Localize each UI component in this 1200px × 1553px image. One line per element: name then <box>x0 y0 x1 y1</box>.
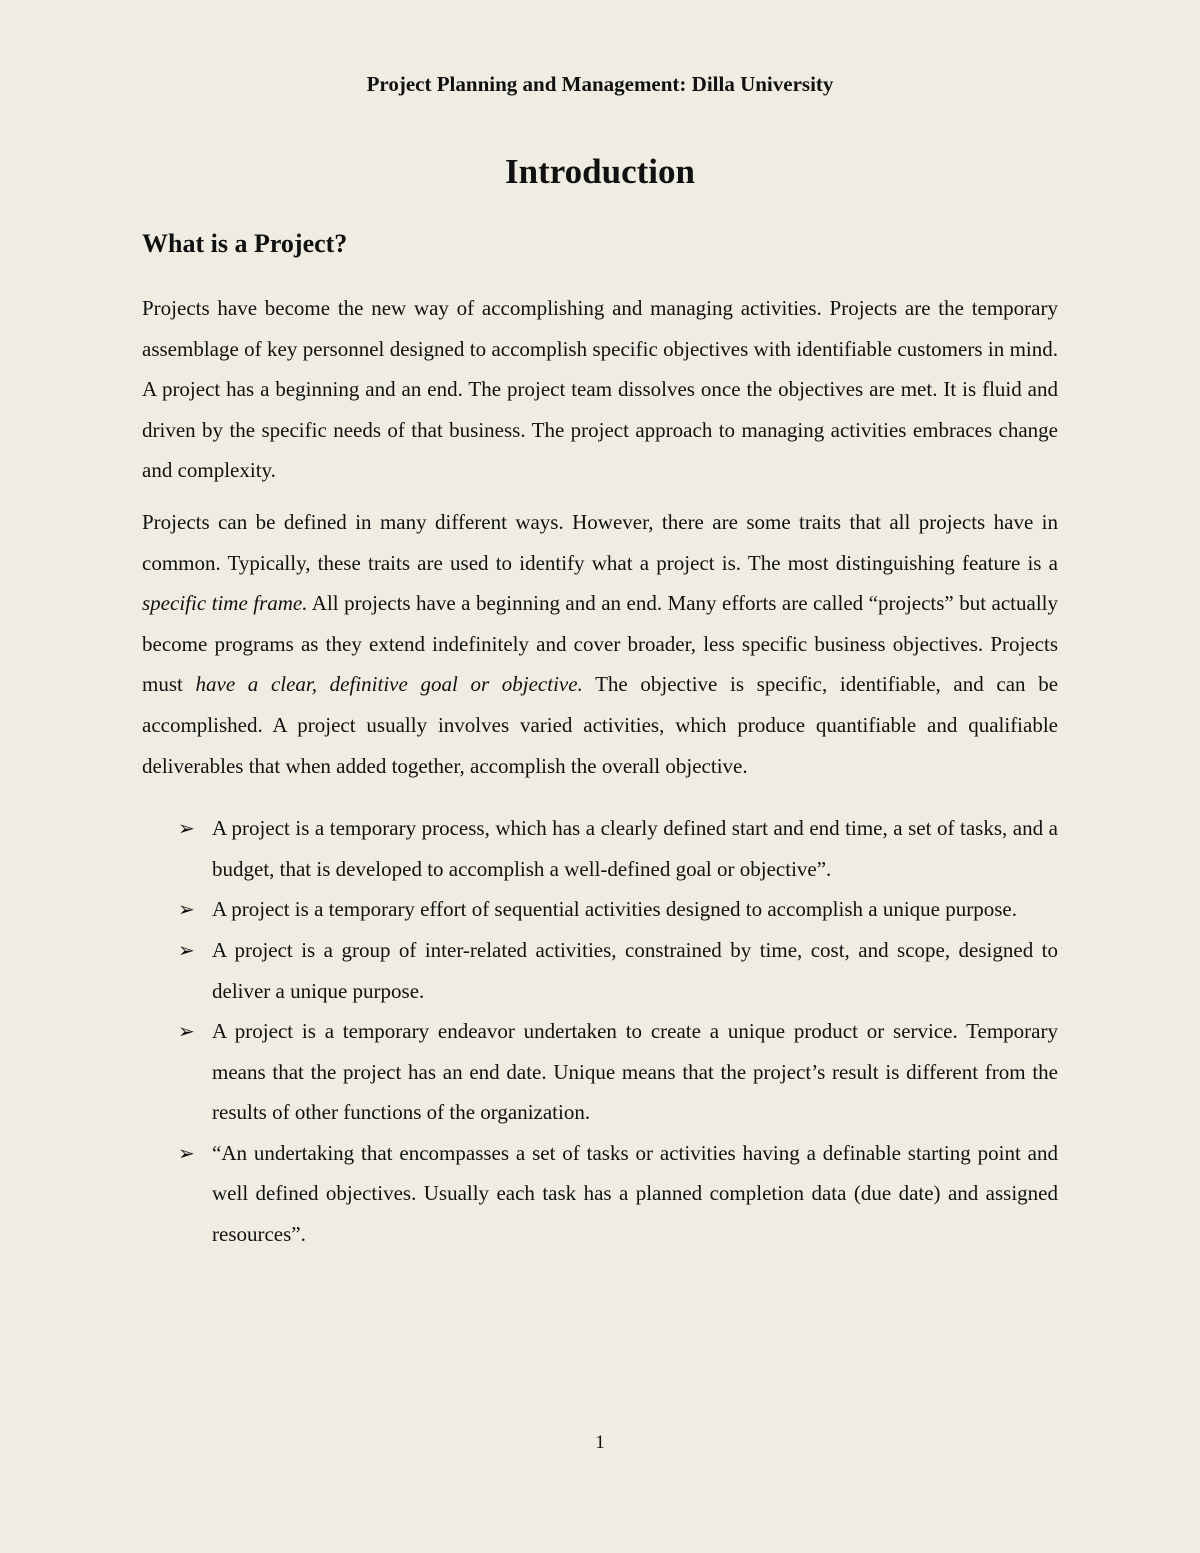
arrow-bullet-icon: ➢ <box>178 816 195 841</box>
list-item-text: A project is a group of inter-related activities, constrained by time, cost, and scope, designed to deliver a unique purpose. <box>212 937 1058 1003</box>
arrow-bullet-icon: ➢ <box>178 1019 195 1044</box>
paragraph-text: The objective is specific, identifiable, and can be accomplished. A project usually involves varied activities, which produce quantifiable and qualifiable deliverables that when added together, accomplish the overall objective. <box>142 672 1059 778</box>
paragraph-text: Projects can be defined in many different ways. However, there are some traits that all projects have in common. Typically, these traits are used to identify what a project is. The most distinguishing feature is a <box>142 509 1058 575</box>
list-item-text: A project is a temporary process, which has a clearly defined start and end time, a set of tasks, and a budget, that is developed to accomplish a well-defined goal or objective”. <box>212 816 1058 881</box>
document-body <box>142 226 1058 1255</box>
arrow-bullet-icon: ➢ <box>178 1140 195 1165</box>
emphasis-time-frame: specific time frame. <box>142 591 308 616</box>
list-item <box>142 1011 1058 1133</box>
list-item <box>142 1133 1058 1255</box>
paragraph-definition <box>142 502 1058 786</box>
list-item-text: “An undertaking that encompasses a set of tasks or activities having a definable starting point and well defined objectives. Usually each task has a planned completion data (due date) and assigned resources”. <box>212 1140 1058 1247</box>
definition-list <box>142 808 1058 1255</box>
section-heading: What is a Project? <box>142 229 348 258</box>
paragraph-text: All projects have a beginning and an end. Many efforts are called “projects” but actually become programs as they extend indefinitely and cover broader, less specific business objectives. Projects must <box>142 591 1058 697</box>
list-item <box>142 808 1058 889</box>
list-item-text: A project is a temporary endeavor undertaken to create a unique product or service. Temporary means that the project has an end date. Unique means that the project’s result is different from the results of other functions of the organization. <box>212 1019 1058 1125</box>
running-header: Project Planning and Management: Dilla University <box>366 72 834 96</box>
list-item-text: A project is a temporary effort of sequential activities designed to accomplish a unique purpose. <box>212 897 1017 922</box>
page-title: Introduction <box>505 152 695 191</box>
list-item <box>142 889 1058 930</box>
emphasis-goal: have a clear, definitive goal or objective. <box>195 672 583 697</box>
arrow-bullet-icon: ➢ <box>178 897 195 922</box>
arrow-bullet-icon: ➢ <box>178 937 195 962</box>
list-item <box>142 930 1058 1011</box>
page-number: 1 <box>595 1432 605 1453</box>
paragraph-intro: Projects have become the new way of accomplishing and managing activities. Projects are the temporary assemblage of key personnel designed to accomplish specific objectives with identifiable customers in mind. A project has a beginning and an end. The project team dissolves once the objectives are met. It is fluid and driven by the specific needs of that business. The project approach to managing activities embraces change and complexity. <box>142 296 1058 483</box>
